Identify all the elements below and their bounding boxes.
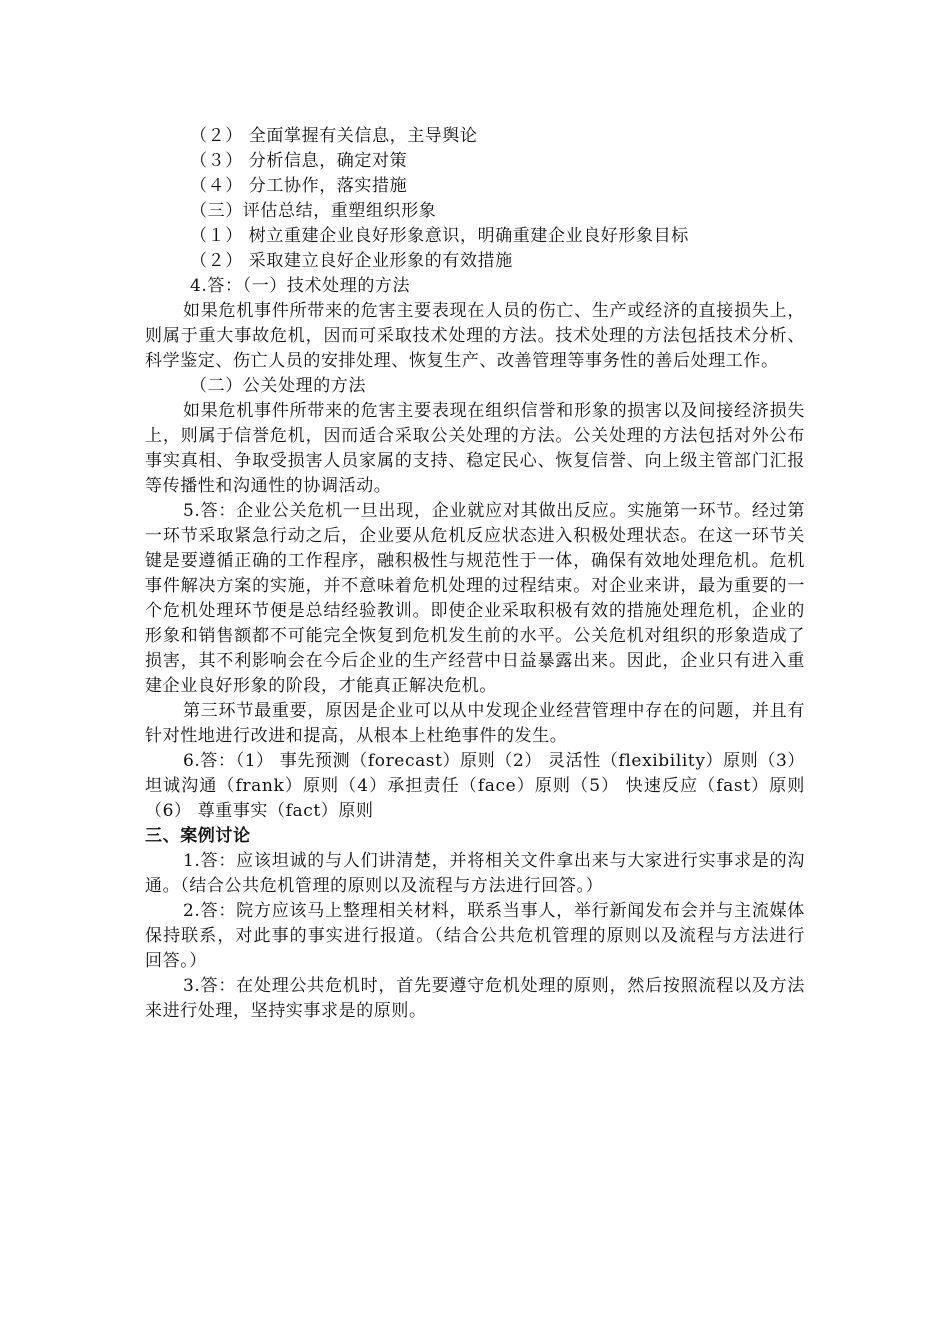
answer4-heading: 4.答：（一）技术处理的方法: [190, 276, 411, 296]
list-item: （４） 分工协作，落实措施: [190, 176, 408, 196]
list-item: （１） 树立重建企业良好形象意识，明确重建企业良好形象目标: [190, 226, 689, 246]
list-item: （２） 采取建立良好企业形象的有效措施: [190, 251, 513, 271]
answer4-paragraph-1: 如果危机事件所带来的危害主要表现在人员的伤亡、生产或经济的直接损失上，则属于重大事故危机，因而可采取技术处理的方法。技术处理的方法包括技术分析、科学鉴定、伤亡人员的安排处理、恢复生产、改善管理等事务性的善后处理工作。: [145, 301, 805, 371]
list-item: （３） 分析信息，确定对策: [190, 151, 408, 171]
answer5-paragraph-1: 5.答：企业公关危机一旦出现，企业就应对其做出反应。实施第一环节。经过第一环节采取紧急行动之后，企业要从危机反应状态进入积极处理状态。在这一环节关键是要遵循正确的工作程序，融积极性与规范性于一体，确保有效地处理危机。危机事件解决方案的实施，并不意味着危机处理的过程结束。对企业来讲，最为重要的一个危机处理环节便是总结经验教训。即使企业采取积极有效的措施处理危机，企业的形象和销售额都不可能完全恢复到危机发生前的水平。公关危机对组织的形象造成了损害，其不利影响会在今后企业的生产经营中日益暴露出来。因此，企业只有进入重建企业良好形象的阶段，才能真正解决危机。: [145, 501, 805, 696]
document-body: [145, 124, 805, 1024]
case-answer-1: 1.答：应该坦诚的与人们讲清楚，并将相关文件拿出来与大家进行实事求是的沟通。（结合公共危机管理的原则以及流程与方法进行回答。）: [145, 851, 805, 896]
section-heading: 三、案例讨论: [145, 826, 251, 846]
answer4-paragraph-2: 如果危机事件所带来的危害主要表现在组织信誉和形象的损害以及间接经济损失上，则属于信誉危机，因而适合采取公关处理的方法。公关处理的方法包括对外公布事实真相、争取受损害人员家属的支持、稳定民心、恢复信誉、向上级主管部门汇报等传播性和沟通性的协调活动。: [145, 401, 805, 496]
list-item: （三）评估总结，重塑组织形象: [190, 201, 437, 221]
list-item: （２） 全面掌握有关信息，主导舆论: [190, 126, 478, 146]
case-answer-3: 3.答：在处理公共危机时，首先要遵守危机处理的原则，然后按照流程以及方法来进行处理，坚持实事求是的原则。: [145, 976, 805, 1021]
answer6-paragraph: 6.答：（1） 事先预测（forecast）原则（2） 灵活性（flexibility）原则（3） 坦诚沟通（frank）原则（4）承担责任（face）原则（5） 快速反应（fast）原则（6） 尊重事实（fact）原则: [145, 751, 805, 821]
case-answer-2: 2.答：院方应该马上整理相关材料，联系当事人，举行新闻发布会并与主流媒体保持联系，对此事的事实进行报道。（结合公共危机管理的原则以及流程与方法进行回答。）: [145, 901, 805, 971]
answer4-subheading: （二）公关处理的方法: [190, 376, 366, 396]
answer5-paragraph-2: 第三环节最重要，原因是企业可以从中发现企业经营管理中存在的问题，并且有针对性地进行改进和提高，从根本上杜绝事件的发生。: [145, 701, 805, 746]
